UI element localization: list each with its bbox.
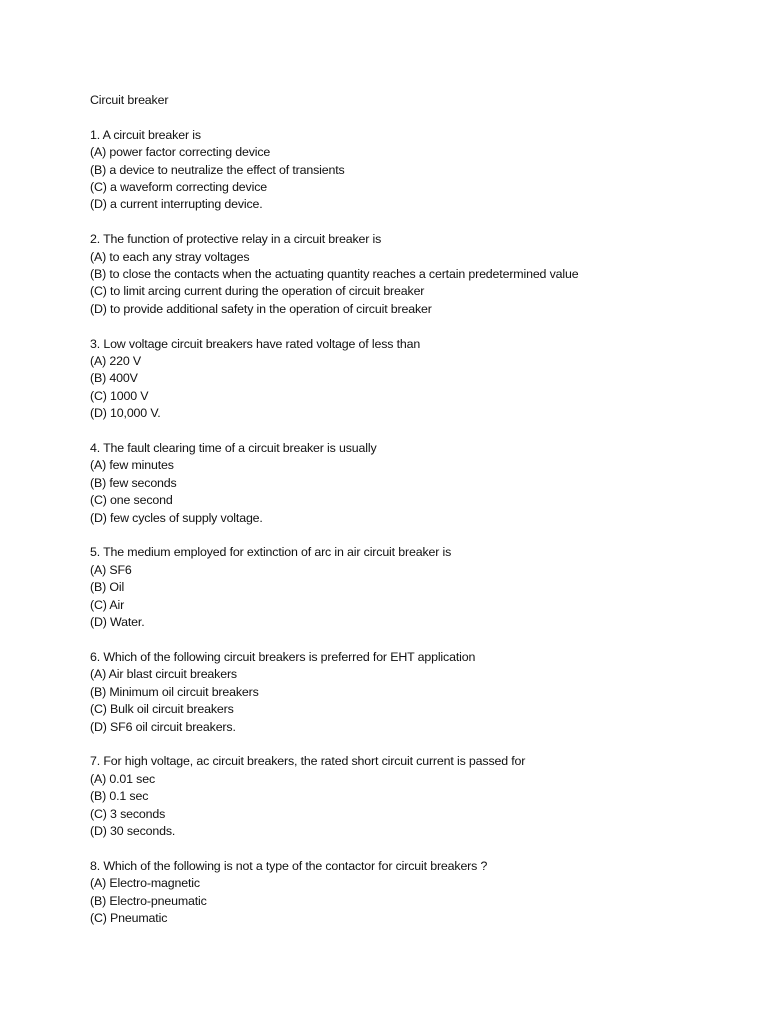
option-d: (D) to provide additional safety in the operation of circuit breaker xyxy=(90,301,432,316)
option-b: (B) 0.1 sec xyxy=(90,789,149,804)
option-a: (A) 0.01 sec xyxy=(90,771,155,786)
option-b: (B) 400V xyxy=(90,371,138,386)
document-page xyxy=(90,92,740,945)
question-4 xyxy=(90,440,740,527)
question-1 xyxy=(90,127,740,214)
question-8 xyxy=(90,858,740,928)
option-a: (A) to each any stray voltages xyxy=(90,249,250,264)
option-b: (B) Oil xyxy=(90,580,125,595)
option-b: (B) Minimum oil circuit breakers xyxy=(90,684,259,699)
option-b: (B) few seconds xyxy=(90,475,177,490)
option-c: (C) a waveform correcting device xyxy=(90,180,267,195)
option-c: (C) Air xyxy=(90,597,125,612)
question-text: 7. For high voltage, ac circuit breakers, the rated short circuit current is passed for xyxy=(90,754,526,769)
option-d: (D) 30 seconds. xyxy=(90,823,176,838)
question-3 xyxy=(90,336,740,423)
option-a: (A) SF6 xyxy=(90,562,132,577)
option-a: (A) Electro-magnetic xyxy=(90,876,200,891)
question-2 xyxy=(90,231,740,318)
option-c: (C) Pneumatic xyxy=(90,910,168,925)
option-c: (C) 3 seconds xyxy=(90,806,166,821)
question-text: 2. The function of protective relay in a circuit breaker is xyxy=(90,232,382,247)
option-c: (C) one second xyxy=(90,493,173,508)
document-title xyxy=(90,92,740,109)
option-c: (C) to limit arcing current during the operation of circuit breaker xyxy=(90,284,425,299)
option-d: (D) a current interrupting device. xyxy=(90,197,263,212)
option-d: (D) 10,000 V. xyxy=(90,406,161,421)
option-c: (C) 1000 V xyxy=(90,388,149,403)
option-d: (D) Water. xyxy=(90,615,145,630)
option-d: (D) few cycles of supply voltage. xyxy=(90,510,263,525)
document-title-text: Circuit breaker xyxy=(90,93,169,107)
question-text: 6. Which of the following circuit breakers is preferred for EHT application xyxy=(90,649,476,664)
question-text: 1. A circuit breaker is xyxy=(90,127,201,142)
option-a: (A) power factor correcting device xyxy=(90,145,271,160)
question-7 xyxy=(90,753,740,840)
option-a: (A) Air blast circuit breakers xyxy=(90,667,237,682)
option-a: (A) few minutes xyxy=(90,458,174,473)
option-b: (B) Electro-pneumatic xyxy=(90,893,207,908)
question-text: 4. The fault clearing time of a circuit breaker is usually xyxy=(90,441,377,456)
option-b: (B) a device to neutralize the effect of transients xyxy=(90,162,345,177)
question-text: 8. Which of the following is not a type of the contactor for circuit breakers ? xyxy=(90,858,488,873)
option-c: (C) Bulk oil circuit breakers xyxy=(90,702,234,717)
option-a: (A) 220 V xyxy=(90,354,141,369)
question-text: 5. The medium employed for extinction of arc in air circuit breaker is xyxy=(90,545,452,560)
option-b: (B) to close the contacts when the actuating quantity reaches a certain predetermined value xyxy=(90,267,579,282)
option-d: (D) SF6 oil circuit breakers. xyxy=(90,719,236,734)
question-6 xyxy=(90,649,740,736)
question-5 xyxy=(90,544,740,631)
question-text: 3. Low voltage circuit breakers have rated voltage of less than xyxy=(90,336,421,351)
